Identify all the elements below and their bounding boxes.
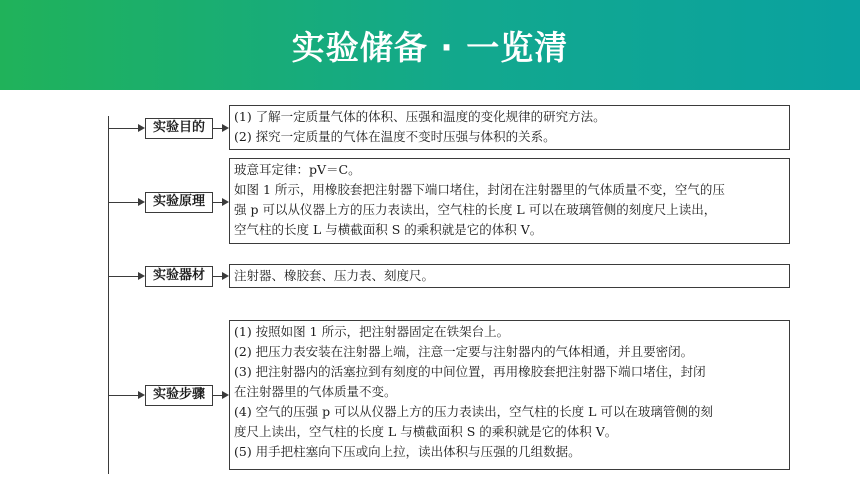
branch-line-equipment (108, 276, 138, 277)
tree-trunk-line (108, 116, 109, 474)
arrow-icon (222, 272, 229, 280)
text-line: (5) 用手把柱塞向下压或向上拉，读出体积与压强的几组数据。 (234, 444, 581, 459)
text-line: 空气柱的长度 L 与横截面积 S 的乘积就是它的体积 V。 (234, 222, 543, 237)
branch-line-principle (108, 202, 138, 203)
section-label-steps: 实验步骤 (145, 385, 213, 406)
branch-line-steps (108, 395, 138, 396)
arrow-icon (222, 198, 229, 206)
arrow-icon (138, 391, 145, 399)
section-box-principle (229, 158, 790, 244)
section-label-equipment: 实验器材 (145, 266, 213, 287)
text-line: (1) 了解一定质量气体的体积、压强和温度的变化规律的研究方法。 (234, 109, 606, 124)
arrow-icon (138, 198, 145, 206)
arrow-icon (222, 124, 229, 132)
text-line: 玻意耳定律：pV＝C。 (234, 162, 361, 177)
text-line: 在注射器里的气体质量不变。 (234, 384, 397, 399)
text-line: 注射器、橡胶套、压力表、刻度尺。 (234, 268, 435, 283)
text-line: (1) 按照如图 1 所示，把注射器固定在铁架台上。 (234, 324, 510, 339)
section-box-equipment (229, 264, 790, 288)
page-title: 实验储备 · 一览清 (291, 28, 569, 67)
arrow-icon (222, 391, 229, 399)
text-line: 强 p 可以从仪器上方的压力表读出，空气柱的长度 L 可以在玻璃管侧的刻度尺上读出， (234, 202, 717, 217)
text-line: (3) 把注射器内的活塞拉到有刻度的中间位置，再用橡胶套把注射器下端口堵住，封闭 (234, 364, 706, 379)
section-label-purpose: 实验目的 (145, 118, 213, 139)
text-line: 如图 1 所示，用橡胶套把注射器下端口堵住，封闭在注射器里的气体质量不变，空气的压 (234, 182, 725, 197)
text-line: (2) 探究一定质量的气体在温度不变时压强与体积的关系。 (234, 129, 556, 144)
text-line: (4) 空气的压强 p 可以从仪器上方的压力表读出，空气柱的长度 L 可以在玻璃管侧的刻 (234, 404, 713, 419)
section-box-purpose (229, 105, 790, 150)
header-banner (0, 0, 860, 90)
text-line: (2) 把压力表安装在注射器上端，注意一定要与注射器内的气体相通，并且要密闭。 (234, 344, 694, 359)
arrow-icon (138, 124, 145, 132)
text-line: 度尺上读出，空气柱的长度 L 与横截面积 S 的乘积就是它的体积 V。 (234, 424, 618, 439)
arrow-icon (138, 272, 145, 280)
section-box-steps (229, 320, 790, 470)
section-label-principle: 实验原理 (145, 192, 213, 213)
branch-line-purpose (108, 128, 138, 129)
